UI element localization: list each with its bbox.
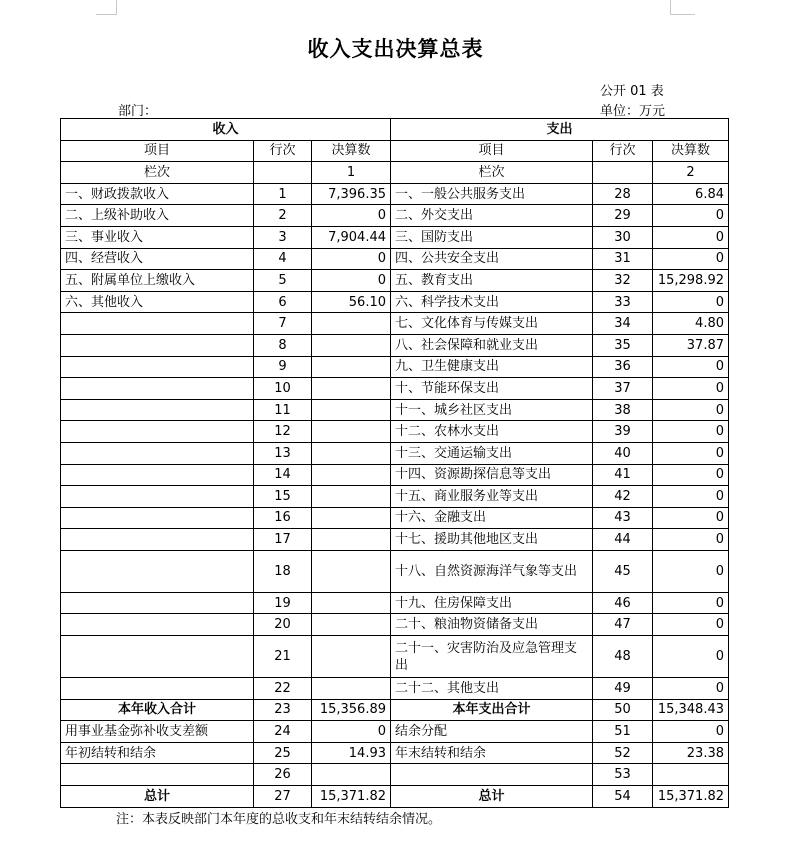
income-item-cell: 一、财政拨款收入 <box>61 183 254 205</box>
income-item-cell <box>61 550 254 592</box>
income-item-cell: 年初结转和结余 <box>61 742 254 764</box>
income-amount-cell <box>312 486 391 508</box>
income-row-number-cell: 15 <box>254 486 312 508</box>
income-amount-cell: 56.10 <box>312 291 391 313</box>
expense-item-cell: 总计 <box>391 786 593 808</box>
expense-row-number-cell: 54 <box>593 786 653 808</box>
expense-row-number-cell: 45 <box>593 550 653 592</box>
expense-row-empty <box>593 162 653 184</box>
income-item-cell: 用事业基金弥补收支差额 <box>61 721 254 743</box>
expense-item-cell: 四、公共安全支出 <box>391 248 593 270</box>
expense-item-cell: 十五、商业服务业等支出 <box>391 486 593 508</box>
income-column-number: 1 <box>312 162 391 184</box>
income-row-number-cell: 16 <box>254 507 312 529</box>
income-row-number-cell: 27 <box>254 786 312 808</box>
expense-row-number-cell: 33 <box>593 291 653 313</box>
expense-row-number-cell: 29 <box>593 205 653 227</box>
income-row-number-cell: 5 <box>254 270 312 292</box>
income-item-cell <box>61 442 254 464</box>
expense-item-cell: 十六、金融支出 <box>391 507 593 529</box>
table-row <box>61 356 729 378</box>
expense-row-number-cell: 52 <box>593 742 653 764</box>
expense-row-number-cell: 36 <box>593 356 653 378</box>
income-amount-cell <box>312 421 391 443</box>
expense-amount-cell: 0 <box>653 291 729 313</box>
income-amount-cell <box>312 636 391 678</box>
expense-section-header: 支出 <box>391 119 729 141</box>
income-amount-cell: 15,371.82 <box>312 786 391 808</box>
income-row-number-cell: 6 <box>254 291 312 313</box>
table-row <box>61 507 729 529</box>
expense-row-number-cell: 50 <box>593 699 653 721</box>
expense-row-number-cell: 44 <box>593 529 653 551</box>
expense-row-number-cell: 35 <box>593 334 653 356</box>
table-row <box>61 636 729 678</box>
table-row <box>61 313 729 335</box>
table-row <box>61 699 729 721</box>
crop-mark-right <box>670 0 695 15</box>
income-item-cell <box>61 334 254 356</box>
income-item-cell: 三、事业收入 <box>61 226 254 248</box>
income-item-cell <box>61 678 254 700</box>
income-row-number-cell: 23 <box>254 699 312 721</box>
income-item-cell <box>61 636 254 678</box>
table-row <box>61 291 729 313</box>
income-item-cell <box>61 507 254 529</box>
income-amount-cell: 0 <box>312 721 391 743</box>
income-amount-cell: 0 <box>312 248 391 270</box>
income-row-number-cell: 21 <box>254 636 312 678</box>
income-row-number-cell: 12 <box>254 421 312 443</box>
expense-amount-cell <box>653 764 729 786</box>
income-amount-cell <box>312 592 391 614</box>
income-row-number-cell: 22 <box>254 678 312 700</box>
income-row-number-cell: 9 <box>254 356 312 378</box>
expense-amount-cell: 15,371.82 <box>653 786 729 808</box>
income-item-cell: 五、附属单位上缴收入 <box>61 270 254 292</box>
table-row <box>61 678 729 700</box>
expense-amount-cell: 15,348.43 <box>653 699 729 721</box>
expense-row-header: 行次 <box>593 140 653 162</box>
expense-row-number-cell: 39 <box>593 421 653 443</box>
income-amount-cell <box>312 529 391 551</box>
income-amount-cell <box>312 313 391 335</box>
expense-row-number-cell: 48 <box>593 636 653 678</box>
expense-row-number-cell: 28 <box>593 183 653 205</box>
income-row-number-cell: 4 <box>254 248 312 270</box>
expense-amount-cell: 0 <box>653 614 729 636</box>
table-row <box>61 421 729 443</box>
expense-amount-cell: 0 <box>653 529 729 551</box>
income-amount-cell <box>312 614 391 636</box>
table-row <box>61 764 729 786</box>
expense-row-number-cell: 43 <box>593 507 653 529</box>
expense-row-number-cell: 32 <box>593 270 653 292</box>
table-row <box>61 529 729 551</box>
income-item-cell <box>61 764 254 786</box>
income-amount-cell <box>312 550 391 592</box>
expense-item-cell <box>391 764 593 786</box>
expense-amount-cell: 0 <box>653 442 729 464</box>
expense-row-number-cell: 47 <box>593 614 653 636</box>
expense-row-number-cell: 31 <box>593 248 653 270</box>
income-amount-cell: 0 <box>312 205 391 227</box>
expense-item-cell: 十九、住房保障支出 <box>391 592 593 614</box>
income-amount-header: 决算数 <box>312 140 391 162</box>
expense-item-cell: 九、卫生健康支出 <box>391 356 593 378</box>
section-header-row <box>61 119 729 141</box>
expense-item-cell: 十七、援助其他地区支出 <box>391 529 593 551</box>
expense-amount-cell: 23.38 <box>653 742 729 764</box>
footnote: 注：本表反映部门本年度的总收支和年末结转结余情况。 <box>116 812 442 827</box>
page-title: 收入支出决算总表 <box>307 37 484 61</box>
income-row-number-cell: 10 <box>254 378 312 400</box>
expense-item-header: 项目 <box>391 140 593 162</box>
table-row <box>61 399 729 421</box>
income-item-cell <box>61 486 254 508</box>
expense-row-number-cell: 42 <box>593 486 653 508</box>
income-item-cell <box>61 464 254 486</box>
expense-item-cell: 二、外交支出 <box>391 205 593 227</box>
expense-amount-cell: 6.84 <box>653 183 729 205</box>
income-row-number-cell: 24 <box>254 721 312 743</box>
income-amount-cell <box>312 356 391 378</box>
expense-amount-cell: 0 <box>653 421 729 443</box>
expense-item-cell: 年末结转和结余 <box>391 742 593 764</box>
expense-item-cell: 十、节能环保支出 <box>391 378 593 400</box>
expense-row-number-cell: 49 <box>593 678 653 700</box>
expense-item-cell: 七、文化体育与传媒支出 <box>391 313 593 335</box>
income-item-cell <box>61 421 254 443</box>
expense-column-label: 栏次 <box>391 162 593 184</box>
expense-item-cell: 十四、资源勘探信息等支出 <box>391 464 593 486</box>
expense-amount-cell: 37.87 <box>653 334 729 356</box>
table-row <box>61 442 729 464</box>
table-row <box>61 205 729 227</box>
expense-column-number: 2 <box>653 162 729 184</box>
income-row-number-cell: 3 <box>254 226 312 248</box>
table-row <box>61 721 729 743</box>
table-row <box>61 742 729 764</box>
income-item-cell: 四、经营收入 <box>61 248 254 270</box>
income-row-number-cell: 11 <box>254 399 312 421</box>
income-row-number-cell: 25 <box>254 742 312 764</box>
expense-row-number-cell: 53 <box>593 764 653 786</box>
expense-row-number-cell: 38 <box>593 399 653 421</box>
table-row <box>61 464 729 486</box>
expense-item-cell: 十二、农林水支出 <box>391 421 593 443</box>
expense-amount-cell: 0 <box>653 378 729 400</box>
budget-table <box>60 118 729 808</box>
income-amount-cell <box>312 334 391 356</box>
expense-item-cell: 二十二、其他支出 <box>391 678 593 700</box>
income-amount-cell: 0 <box>312 270 391 292</box>
income-item-cell <box>61 614 254 636</box>
expense-row-number-cell: 46 <box>593 592 653 614</box>
table-row <box>61 486 729 508</box>
income-item-cell <box>61 378 254 400</box>
form-code: 公开 01 表 <box>600 84 664 99</box>
expense-item-cell: 一、一般公共服务支出 <box>391 183 593 205</box>
expense-row-number-cell: 41 <box>593 464 653 486</box>
table-body <box>61 119 729 808</box>
expense-item-cell: 三、国防支出 <box>391 226 593 248</box>
income-amount-cell <box>312 678 391 700</box>
income-row-number-cell: 1 <box>254 183 312 205</box>
table-row <box>61 592 729 614</box>
expense-item-cell: 二十一、灾害防治及应急管理支出 <box>391 636 593 678</box>
income-row-number-cell: 18 <box>254 550 312 592</box>
expense-amount-cell: 0 <box>653 507 729 529</box>
expense-item-cell: 十八、自然资源海洋气象等支出 <box>391 550 593 592</box>
expense-item-cell: 结余分配 <box>391 721 593 743</box>
expense-amount-cell: 0 <box>653 636 729 678</box>
income-item-cell: 总计 <box>61 786 254 808</box>
income-row-number-cell: 2 <box>254 205 312 227</box>
expense-amount-cell: 0 <box>653 399 729 421</box>
income-row-empty <box>254 162 312 184</box>
income-item-cell <box>61 313 254 335</box>
income-amount-cell <box>312 378 391 400</box>
income-item-cell <box>61 356 254 378</box>
expense-item-cell: 二十、粮油物资储备支出 <box>391 614 593 636</box>
income-amount-cell <box>312 442 391 464</box>
income-amount-cell: 15,356.89 <box>312 699 391 721</box>
income-item-cell <box>61 529 254 551</box>
income-item-cell <box>61 592 254 614</box>
table-row <box>61 226 729 248</box>
income-row-number-cell: 20 <box>254 614 312 636</box>
table-row <box>61 248 729 270</box>
expense-amount-cell: 15,298.92 <box>653 270 729 292</box>
table-row <box>61 378 729 400</box>
income-amount-cell <box>312 399 391 421</box>
income-amount-cell: 7,396.35 <box>312 183 391 205</box>
column-header-row <box>61 140 729 162</box>
income-amount-cell <box>312 764 391 786</box>
income-item-cell <box>61 399 254 421</box>
expense-amount-cell: 0 <box>653 464 729 486</box>
income-row-number-cell: 8 <box>254 334 312 356</box>
income-row-number-cell: 14 <box>254 464 312 486</box>
expense-amount-cell: 0 <box>653 248 729 270</box>
income-item-cell: 六、其他收入 <box>61 291 254 313</box>
income-row-number-cell: 19 <box>254 592 312 614</box>
income-item-header: 项目 <box>61 140 254 162</box>
table-row <box>61 786 729 808</box>
expense-item-cell: 六、科学技术支出 <box>391 291 593 313</box>
expense-row-number-cell: 51 <box>593 721 653 743</box>
department-label: 部门： <box>118 104 158 119</box>
income-row-number-cell: 7 <box>254 313 312 335</box>
table-row <box>61 270 729 292</box>
crop-mark-left <box>96 0 117 15</box>
income-amount-cell <box>312 464 391 486</box>
table-row <box>61 614 729 636</box>
expense-amount-cell: 0 <box>653 721 729 743</box>
expense-item-cell: 本年支出合计 <box>391 699 593 721</box>
income-item-cell: 本年收入合计 <box>61 699 254 721</box>
table-row <box>61 334 729 356</box>
expense-amount-cell: 0 <box>653 550 729 592</box>
expense-amount-cell: 4.80 <box>653 313 729 335</box>
expense-amount-cell: 0 <box>653 678 729 700</box>
expense-row-number-cell: 34 <box>593 313 653 335</box>
column-number-row <box>61 162 729 184</box>
expense-amount-cell: 0 <box>653 592 729 614</box>
expense-item-cell: 八、社会保障和就业支出 <box>391 334 593 356</box>
expense-item-cell: 十三、交通运输支出 <box>391 442 593 464</box>
income-amount-cell: 14.93 <box>312 742 391 764</box>
income-row-number-cell: 26 <box>254 764 312 786</box>
table-row <box>61 550 729 592</box>
expense-row-number-cell: 40 <box>593 442 653 464</box>
expense-amount-cell: 0 <box>653 486 729 508</box>
expense-row-number-cell: 37 <box>593 378 653 400</box>
expense-amount-cell: 0 <box>653 356 729 378</box>
expense-amount-cell: 0 <box>653 226 729 248</box>
table-row <box>61 183 729 205</box>
expense-amount-cell: 0 <box>653 205 729 227</box>
expense-row-number-cell: 30 <box>593 226 653 248</box>
income-row-number-cell: 13 <box>254 442 312 464</box>
income-item-cell: 二、上级补助收入 <box>61 205 254 227</box>
income-section-header: 收入 <box>61 119 391 141</box>
income-amount-cell <box>312 507 391 529</box>
expense-amount-header: 决算数 <box>653 140 729 162</box>
income-row-header: 行次 <box>254 140 312 162</box>
income-column-label: 栏次 <box>61 162 254 184</box>
expense-item-cell: 十一、城乡社区支出 <box>391 399 593 421</box>
expense-item-cell: 五、教育支出 <box>391 270 593 292</box>
income-amount-cell: 7,904.44 <box>312 226 391 248</box>
income-row-number-cell: 17 <box>254 529 312 551</box>
unit-label: 单位：万元 <box>600 104 666 119</box>
